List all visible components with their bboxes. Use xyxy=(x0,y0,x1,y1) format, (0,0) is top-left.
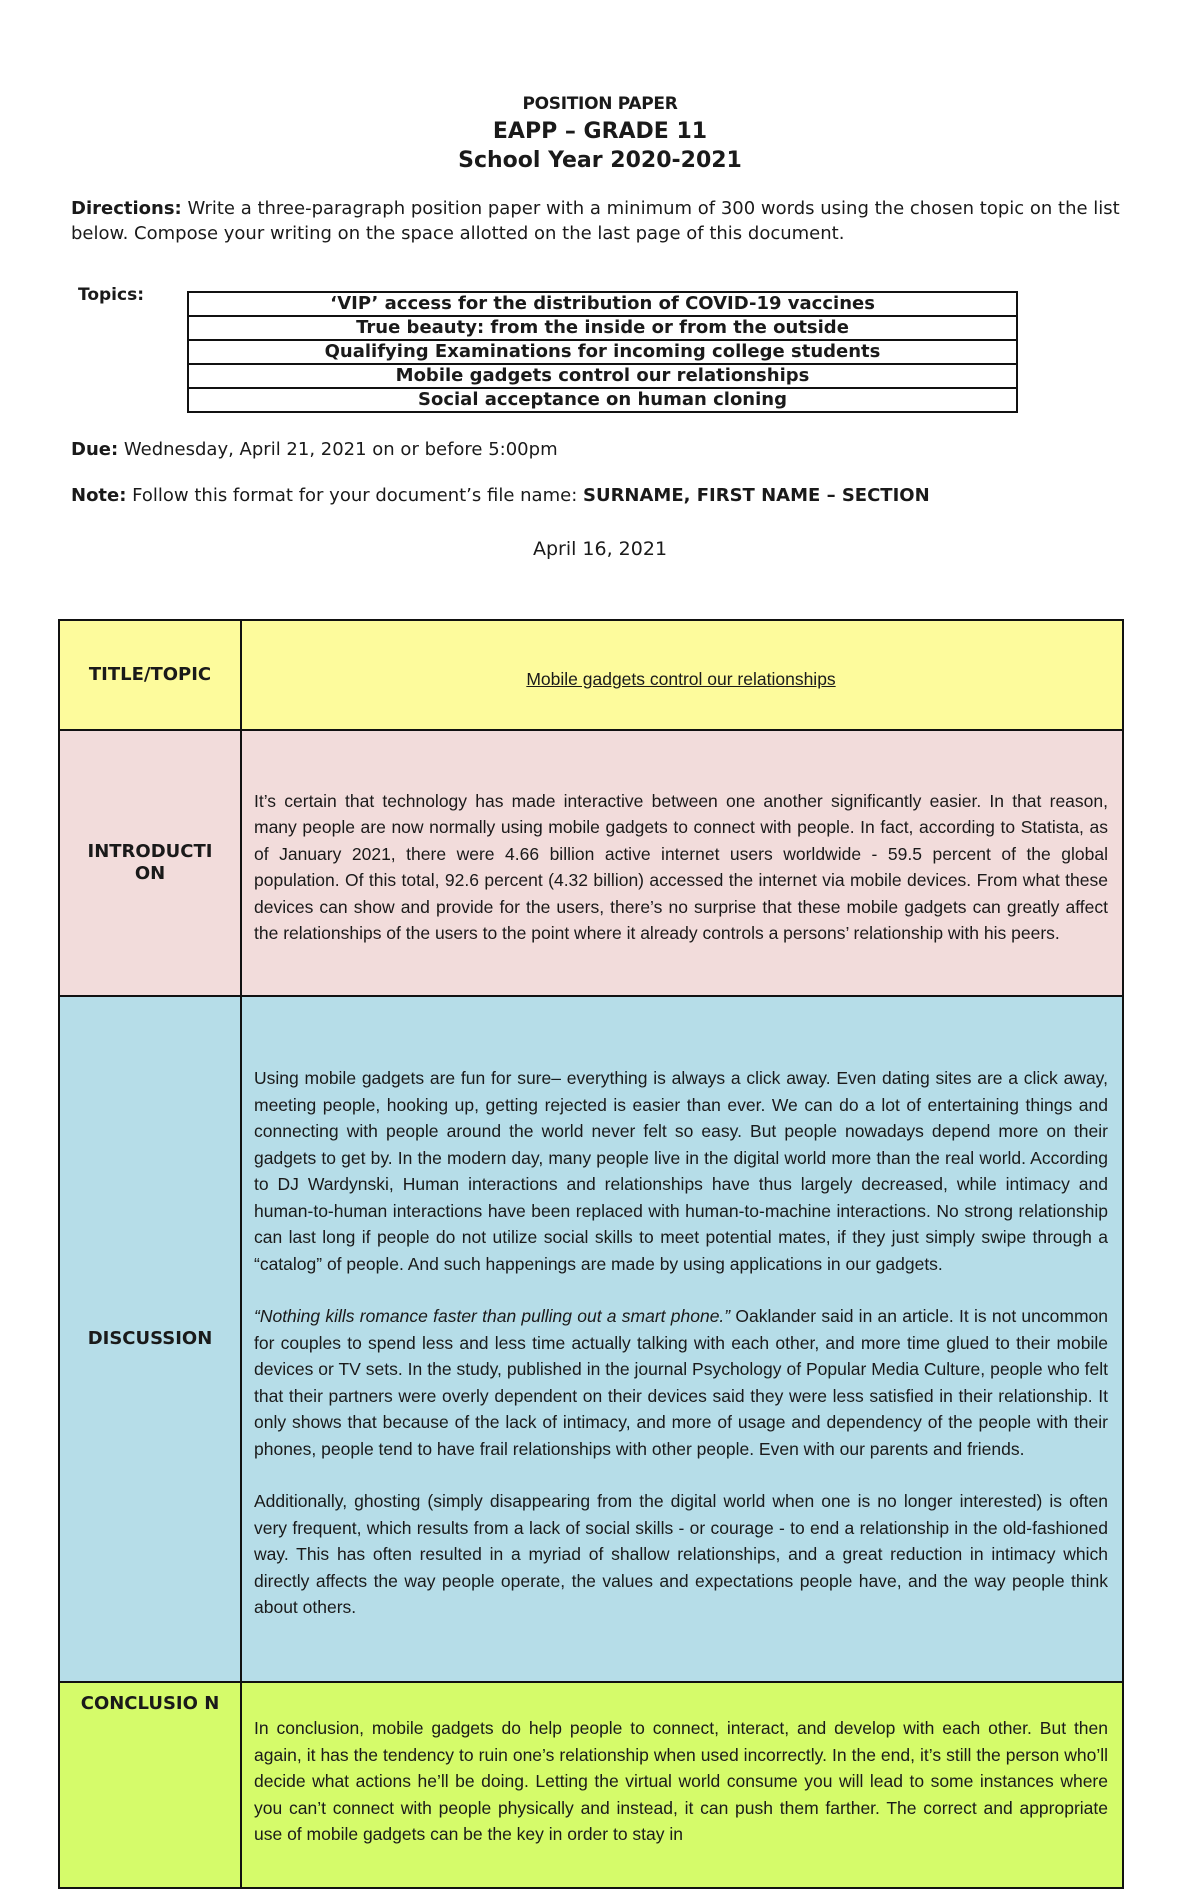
discussion-paragraph-1: Using mobile gadgets are fun for sure– everything is always a click away. Even dating sites are a click away, meeting people, hooking up, getting rejected is easier than ever. We can do a lot of entertaining things and connecting with people around the world never felt so easy. But people nowadays depend more on their gadgets to get by. In the modern day, many people live in the digital world more than the real world. According to DJ Wardynski, Human interactions and relationships have thus largely decreased, while intimacy and human-to-human interactions have been replaced with human-to-machine interactions. No strong relationship can last long if people do not utilize social skills to meet potential mates, if they just simply swipe through a “catalog” of people. And such happenings are made by using applications in our gadgets. xyxy=(254,1068,1108,1274)
school-year: School Year 2020-2021 xyxy=(458,148,742,173)
topic-item: Qualifying Examinations for incoming college students xyxy=(188,340,1017,364)
topics-label: Topics: xyxy=(78,285,145,305)
discussion-paragraph-3: Additionally, ghosting (simply disappearing from the digital world when one is no longer interested) is often very frequent, which results from a lack of social skills - or courage - to end a relationship in the old-fashioned way. This has often resulted in a myriad of shallow relationships, and a great reduction in intimacy which directly affects the way people operate, the values and expectations people have, and the way people think about others. xyxy=(254,1491,1108,1618)
document-label: POSITION PAPER xyxy=(522,94,678,114)
discussion-label: DISCUSSION xyxy=(59,996,241,1682)
conclusion-row xyxy=(59,1682,1123,1888)
file-name-format: SURNAME, FIRST NAME – SECTION xyxy=(582,485,930,506)
introduction-paragraph: It’s certain that technology has made interactive between one another significantly easier. In that reason, many people are now normally using mobile gadgets to connect with people. In fact, according to Statista, as of January 2021, there were 4.66 billion active internet users worldwide - 59.5 percent of the global population. Of this total, 92.6 percent (4.32 billion) accessed the internet via mobile devices. From what these devices can show and provide for the users, there’s no surprise that these mobile gadgets can greatly affect the relationships of the users to the point where it already controls a persons’ relationship with his peers. xyxy=(254,790,1108,943)
introduction-text xyxy=(241,730,1123,996)
introduction-label: INTRODUCTI ON xyxy=(59,730,241,996)
conclusion-text xyxy=(241,1682,1123,1888)
conclusion-label: CONCLUSIO N xyxy=(59,1682,241,1888)
topic-item: Mobile gadgets control our relationships xyxy=(188,364,1017,388)
note-label: Note: xyxy=(71,485,127,506)
directions xyxy=(71,196,1121,246)
directions-label: Directions: xyxy=(71,198,182,219)
conclusion-paragraph: In conclusion, mobile gadgets do help people to connect, interact, and develop with each other. But then again, it has the tendency to ruin one’s relationship when used incorrectly. In the end, it’s still the person who’ll decide what actions he’ll be doing. Letting the virtual world consume you will lead to some instances where you can’t connect with people physically and instead, it can push them farther. The correct and appropriate use of mobile gadgets can be the key in order to stay in xyxy=(254,1718,1108,1844)
topics-table xyxy=(187,291,1018,413)
topic-item: Social acceptance on human cloning xyxy=(188,388,1017,412)
course-title: EAPP – GRADE 11 xyxy=(492,119,708,144)
directions-text: Write a three-paragraph position paper with a minimum of 300 words using the chosen topic on the list below. Compose your writing on the space allotted on the last page of this document. xyxy=(71,198,1120,244)
title-label: TITLE/TOPIC xyxy=(59,620,241,730)
due-line xyxy=(71,439,558,460)
quote: “Nothing kills romance faster than pulling out a smart phone.” xyxy=(254,1306,731,1327)
due-label: Due: xyxy=(71,439,119,460)
introduction-row xyxy=(59,730,1123,996)
note-text: Follow this format for your document’s file name: xyxy=(126,485,583,506)
topic-item: True beauty: from the inside or from the outside xyxy=(188,316,1017,340)
topic-item: ‘VIP’ access for the distribution of COVID-19 vaccines xyxy=(188,292,1017,316)
title-value: Mobile gadgets control our relationships xyxy=(241,620,1123,730)
note-line xyxy=(71,485,930,506)
document-date: April 16, 2021 xyxy=(532,538,668,560)
discussion-text xyxy=(241,996,1123,1682)
discussion-row xyxy=(59,996,1123,1682)
due-text: Wednesday, April 21, 2021 on or before 5:00pm xyxy=(118,439,558,460)
discussion-paragraph-2-text: Oaklander said in an article. It is not uncommon for couples to spend less and less time actually talking with each other, and more time glued to their mobile devices or TV sets. In the study, published in the journal Psychology of Popular Media Culture, people who felt that their partners were overly dependent on their devices said they were less satisfied in their relationship. It only shows that because of the lack of intimacy, and more of usage and dependency of the people with their phones, people tend to have frail relationships with other people. Even with our parents and friends. xyxy=(254,1306,1108,1459)
title-row xyxy=(59,620,1123,730)
position-paper-table xyxy=(58,619,1124,1889)
discussion-paragraph-2 xyxy=(254,1303,1108,1462)
